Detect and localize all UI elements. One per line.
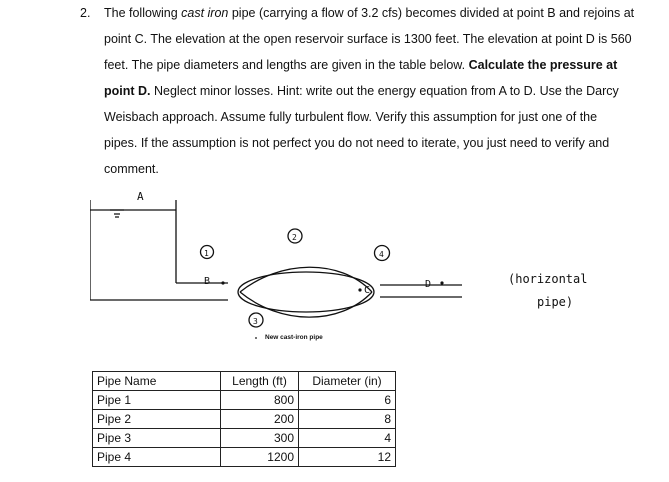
table-cell: 1200	[221, 448, 299, 467]
problem-line-6: pipes. If the assumption is not perfect you do not need to iterate, you just need to verify and	[104, 136, 610, 150]
caption-dot	[255, 337, 257, 339]
problem-text-bold: point D.	[104, 84, 151, 98]
table-cell: Pipe 4	[93, 448, 221, 467]
pipe-4-label: 4	[379, 250, 384, 259]
table-row	[93, 429, 396, 448]
point-a-label: A	[137, 190, 144, 203]
problem-line-7: comment.	[104, 162, 159, 176]
pipe-1	[176, 283, 228, 300]
problem-line-2: point C. The elevation at the open reservoir surface is 1300 feet. The elevation at point D is 560	[104, 32, 632, 46]
reservoir-wall	[90, 200, 176, 300]
pipe-diagram	[90, 180, 630, 350]
problem-number: 2.	[80, 6, 91, 20]
point-d-dot	[440, 281, 443, 284]
point-b-dot	[221, 281, 224, 284]
pipe-3-label: 3	[253, 317, 258, 326]
column-header: Diameter (in)	[299, 372, 396, 391]
problem-line-1	[104, 0, 634, 26]
point-b-label: B	[204, 276, 211, 287]
problem-line-3	[104, 52, 634, 78]
pipe-diagram-drawing	[90, 180, 630, 350]
branch-outline	[238, 272, 374, 312]
problem-line-4	[104, 78, 634, 104]
table-cell: Pipe 2	[93, 410, 221, 429]
pipe-table	[92, 371, 396, 467]
diagram-caption: New cast-iron pipe	[265, 334, 323, 341]
problem-line-5: Weisbach approach. Assume fully turbulent flow. Verify this assumption for just one of the	[104, 110, 598, 124]
table-cell: 4	[299, 429, 396, 448]
table-cell: 8	[299, 410, 396, 429]
table-cell: 6	[299, 391, 396, 410]
pipe-1-label: 1	[204, 249, 209, 258]
problem-text: Neglect minor losses. Hint: write out the energy equation from A to D. Use the Darcy	[150, 84, 619, 98]
point-c-label: C	[364, 285, 371, 296]
table-row	[93, 448, 396, 467]
table-cell: Pipe 3	[93, 429, 221, 448]
table-cell: 300	[221, 429, 299, 448]
problem-text: feet. The pipe diameters and lengths are given in the table below.	[104, 58, 469, 72]
point-d-label: D	[425, 279, 432, 290]
column-header: Pipe Name	[93, 372, 221, 391]
pipe-2-label: 2	[292, 233, 297, 242]
table-cell: 200	[221, 410, 299, 429]
point-c-dot	[358, 288, 361, 291]
problem-text-italic: cast iron	[181, 6, 229, 20]
problem-text: pipe (carrying a flow of 3.2 cfs) becomes divided at point B and rejoins at	[228, 6, 635, 20]
pipe-3	[240, 292, 372, 317]
table-cell: 800	[221, 391, 299, 410]
table-cell: 12	[299, 448, 396, 467]
pipe-2	[240, 267, 372, 292]
table-row	[93, 391, 396, 410]
table-cell: Pipe 1	[93, 391, 221, 410]
table-header-row	[93, 372, 396, 391]
table-row	[93, 410, 396, 429]
problem-text: The following	[104, 6, 182, 20]
pipe-4	[380, 285, 462, 297]
water-level-icon	[110, 210, 124, 217]
column-header: Length (ft)	[221, 372, 299, 391]
note-line-2: pipe)	[537, 295, 574, 309]
problem-text-bold: Calculate the pressure at	[468, 58, 618, 72]
note-line-1: (horizontal	[508, 272, 588, 286]
